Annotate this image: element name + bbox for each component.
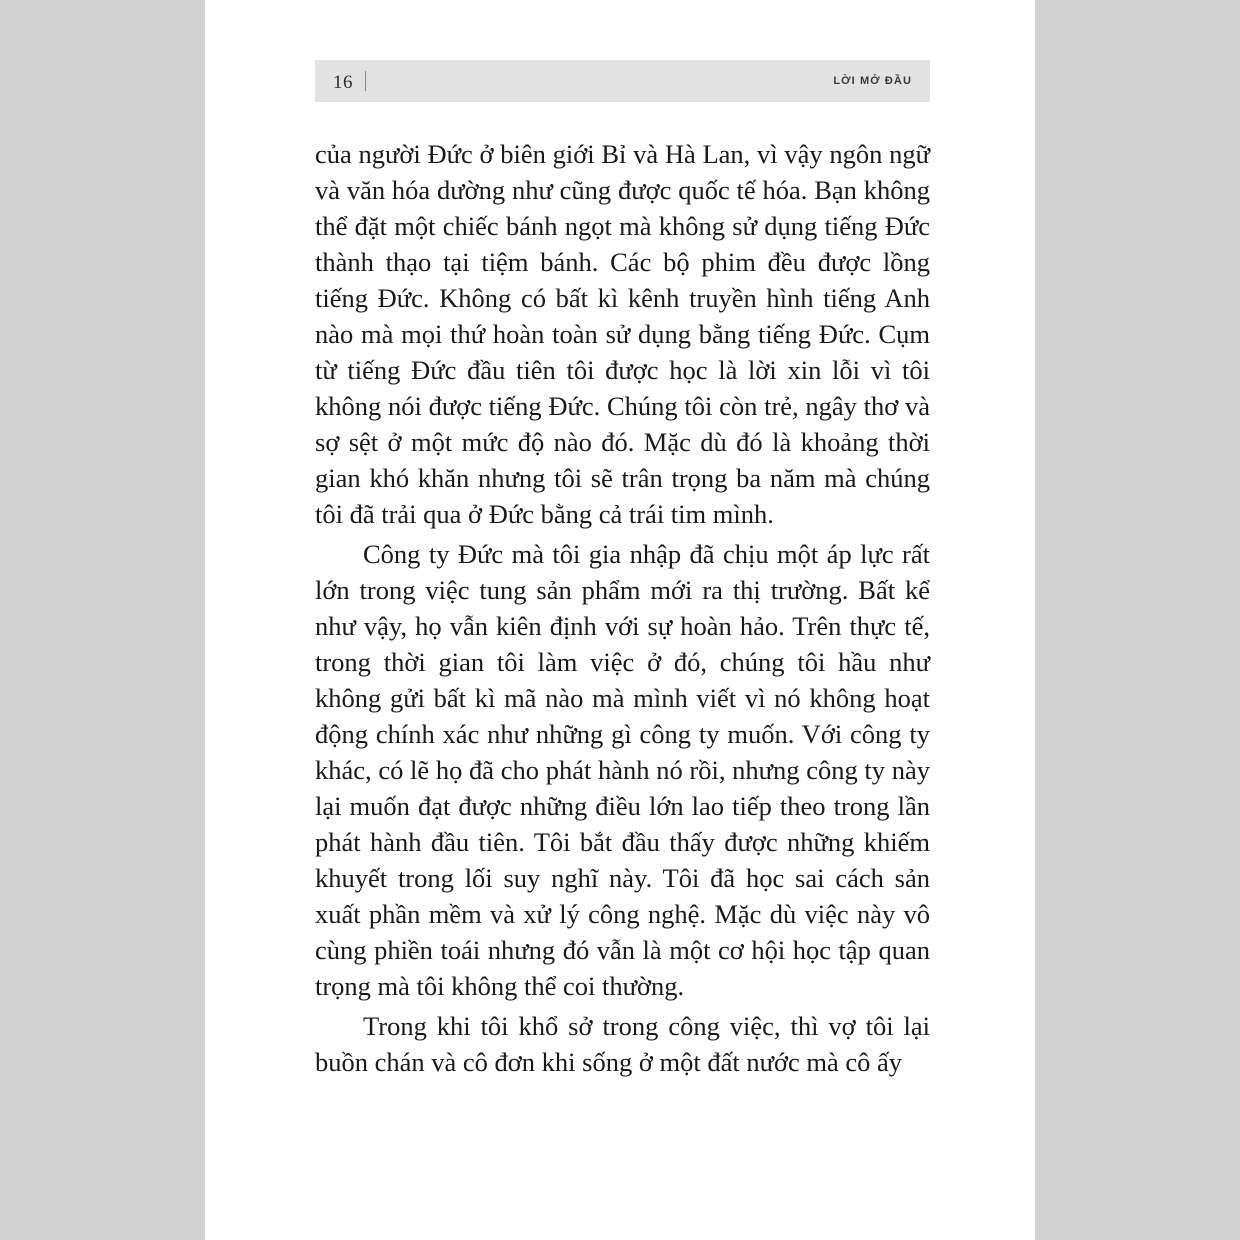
running-title: LỜI MỞ ĐẦU: [833, 75, 912, 87]
page-header: [315, 60, 930, 102]
paragraph-3: Trong khi tôi khổ sở trong công việc, thì vợ tôi lại buồn chán và cô đơn khi sống ở một đất nước mà cô ấy: [315, 1011, 930, 1077]
page-number: 16: [333, 72, 353, 93]
header-divider-icon: [365, 71, 366, 91]
paragraph-1: của người Đức ở biên giới Bỉ và Hà Lan, vì vậy ngôn ngữ và văn hóa dường như cũng được quốc tế hóa. Bạn không thể đặt một chiếc bánh ngọt mà không sử dụng tiếng Đức thành thạo tại tiệm bánh. Các bộ phim đều được lồng tiếng Đức. Không có bất kì kênh truyền hình tiếng Anh nào mà mọi thứ hoàn toàn sử dụng bằng tiếng Đức. Cụm từ tiếng Đức đầu tiên tôi được học là lời xin lỗi vì tôi không nói được tiếng Đức. Chúng tôi còn trẻ, ngây thơ và sợ sệt ở một mức độ nào đó. Mặc dù đó là khoảng thời gian khó khăn nhưng tôi sẽ trân trọng ba năm mà chúng tôi đã trải qua ở Đức bằng cả trái tim mình.: [315, 139, 930, 529]
book-page: [205, 0, 1035, 1240]
body-text: [315, 136, 930, 1080]
paragraph-2: Công ty Đức mà tôi gia nhập đã chịu một áp lực rất lớn trong việc tung sản phẩm mới ra thị trường. Bất kể như vậy, họ vẫn kiên định với sự hoàn hảo. Trên thực tế, trong thời gian tôi làm việc ở đó, chúng tôi hầu như không gửi bất kì mã nào mà mình viết vì nó không hoạt động chính xác như những gì công ty muốn. Với công ty khác, có lẽ họ đã cho phát hành nó rồi, nhưng công ty này lại muốn đạt được những điều lớn lao tiếp theo trong lần phát hành đầu tiên. Tôi bắt đầu thấy được những khiếm khuyết trong lối suy nghĩ này. Tôi đã học sai cách sản xuất phần mềm và xử lý công nghệ. Mặc dù việc này vô cùng phiền toái nhưng đó vẫn là một cơ hội học tập quan trọng mà tôi không thể coi thường.: [315, 539, 930, 1001]
header-left-group: [333, 68, 366, 94]
page-content: [315, 60, 930, 1080]
